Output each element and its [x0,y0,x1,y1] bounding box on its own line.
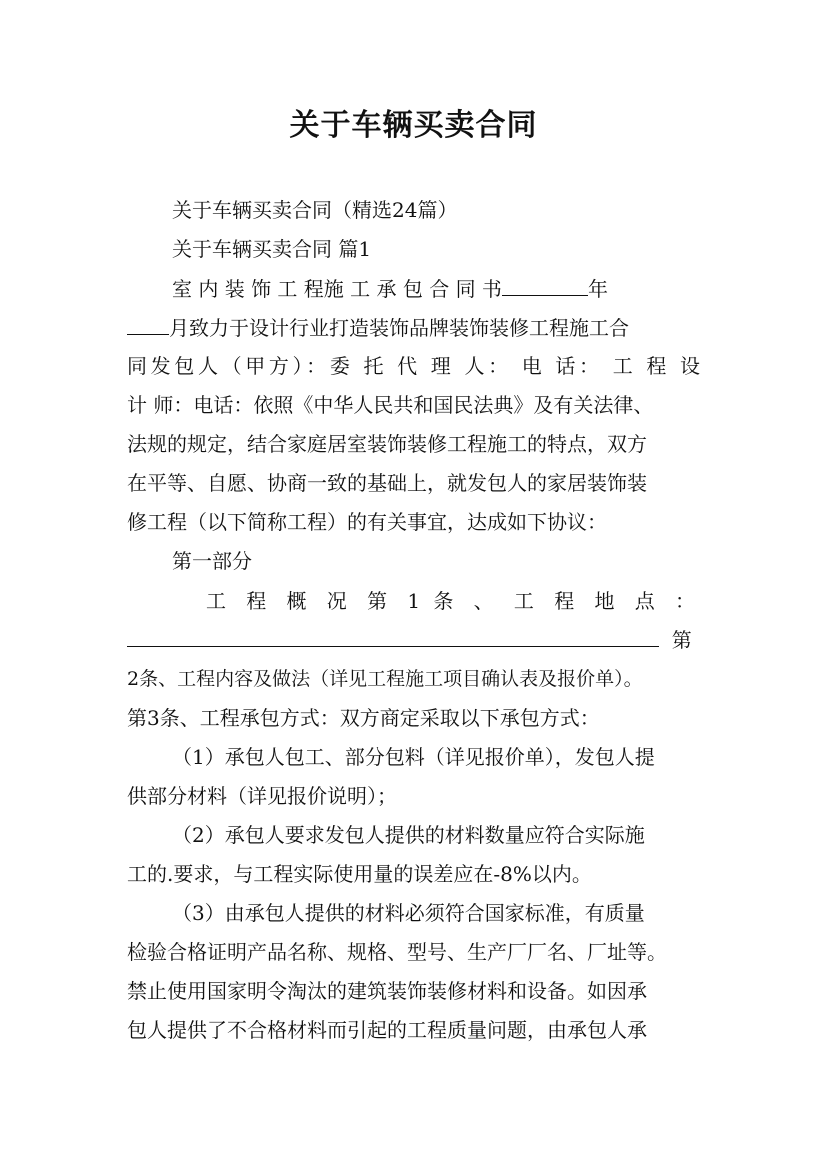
paragraph-line: （3）由承包人提供的材料必须符合国家标准，有质量 [172,901,645,925]
paragraph-line: 修工程（以下简称工程）的有关事宜，达成如下协议： [127,510,607,534]
paragraph-text: 第 [671,628,692,652]
paragraph-line: 第3条、工程承包方式：双方商定采取以下承包方式： [127,706,600,730]
part-heading: 第一部分 [172,549,252,573]
subtitle-line: 关于车辆买卖合同（精选24篇） [172,198,458,222]
paragraph-text: 月致力于设计行业打造装饰品牌装饰装修工程施工合 [169,316,629,340]
paragraph-line [127,628,700,652]
blank-underline [127,316,169,335]
paragraph-line: 供部分材料（详见报价说明）； [127,784,397,808]
year-label: 年 [587,277,608,301]
document-title: 关于车辆买卖合同 [289,108,538,143]
blank-underline [127,628,659,647]
paragraph-line: 在平等、自愿、协商一致的基础上，就发包人的家居装饰装 [127,471,647,495]
paragraph-line: 包人提供了不合格材料而引起的工程质量问题，由承包人承 [127,1018,647,1042]
blank-underline [502,277,588,296]
paragraph-line: 工 程 概 况 第 1 条 、 工 程 地 点 ： [206,589,695,613]
paragraph-line: 2条、工程内容及做法（详见工程施工项目确认表及报价单）。 [127,668,643,690]
paragraph-line [172,277,700,301]
section-heading: 关于车辆买卖合同 篇1 [172,237,372,261]
paragraph-line: 计 师：电话：依照《中华人民共和国民法典》及有关法律、 [127,393,654,417]
contract-title-text: 室 内 装 饰 工 程施 工 承 包 合 同 书 [172,277,502,301]
paragraph-line: 同发包人（甲方）：委 托 代 理 人： 电 话： 工 程 设 [127,354,700,378]
paragraph-line: 法规的规定，结合家庭居室装饰装修工程施工的特点，双方 [127,432,647,456]
paragraph-line: （1）承包人包工、部分包料（详见报价单），发包人提 [172,745,655,769]
paragraph-line: （2）承包人要求发包人提供的材料数量应符合实际施 [172,823,645,847]
paragraph-line: 工的.要求，与工程实际使用量的误差应在-8%以内。 [127,862,592,886]
paragraph-line [127,316,700,340]
paragraph-line: 检验合格证明产品名称、规格、型号、生产厂厂名、厂址等。 [127,940,667,964]
paragraph-line: 禁止使用国家明令淘汰的建筑装饰装修材料和设备。如因承 [127,979,647,1003]
